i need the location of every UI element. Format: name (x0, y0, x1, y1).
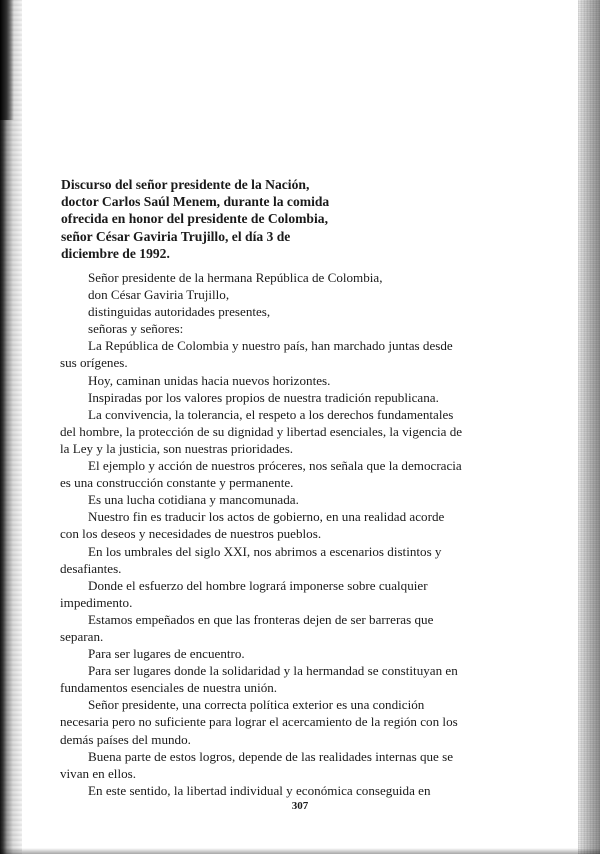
body-line: necesaria pero no suficiente para lograr el acercamiento de la región con los (60, 714, 458, 730)
body-line: Para ser lugares donde la solidaridad y la hermandad se constituyan en (88, 663, 458, 679)
body-line: la Ley y la justicia, son nuestras prioridades. (60, 440, 294, 456)
speech-body (60, 269, 550, 799)
body-line: En los umbrales del siglo XXI, nos abrimos a escenarios distintos y (88, 543, 442, 559)
body-line: Inspiradas por los valores propios de nuestra tradición republicana. (88, 389, 439, 405)
title-line: diciembre de 1992. (61, 245, 170, 261)
body-line: Estamos empeñados en que las fronteras dejen de ser barreras que (88, 611, 434, 627)
body-line: sus orígenes. (60, 355, 128, 371)
body-line: Nuestro fin es traducir los actos de gobierno, en una realidad acorde (88, 509, 445, 525)
title-line: Discurso del señor presidente de la Nación, (61, 177, 310, 192)
body-line: con los deseos y necesidades de nuestros pueblos. (60, 526, 322, 542)
body-line: Señor presidente, una correcta política exterior es una condición (88, 697, 425, 713)
title-line: doctor Carlos Saúl Menem, durante la comida (61, 194, 330, 210)
scan-right-edge (578, 0, 600, 854)
salutation-line: don César Gaviria Trujillo, (88, 287, 230, 303)
body-line: Buena parte de estos logros, depende de las realidades internas que se (88, 748, 454, 764)
scan-binding-edge (0, 0, 22, 854)
body-line: En este sentido, la libertad individual y económica conseguida en (88, 782, 431, 798)
title-line: ofrecida en honor del presidente de Colombia, (61, 211, 328, 227)
body-line: Donde el esfuerzo del hombre logrará imponerse sobre cualquier (88, 577, 428, 593)
body-line: del hombre, la protección de su dignidad y libertad esenciales, la vigencia de (60, 423, 463, 439)
salutation-line: Señor presidente de la hermana República de Colombia, (88, 270, 383, 285)
body-line: La convivencia, la tolerancia, el respeto a los derechos fundamentales (88, 406, 454, 422)
body-line: demás países del mundo. (60, 731, 191, 747)
scan-bottom-edge (0, 848, 600, 854)
speech-title (61, 176, 361, 262)
body-line: fundamentos esenciales de nuestra unión. (60, 680, 278, 696)
body-line: El ejemplo y acción de nuestros próceres, nos señala que la democracia (88, 458, 462, 474)
body-line: La República de Colombia y nuestro país, han marchado juntas desde (88, 338, 453, 354)
body-line: impedimento. (60, 594, 133, 610)
body-line: Para ser lugares de encuentro. (88, 646, 245, 662)
body-line: Es una lucha cotidiana y mancomunada. (88, 492, 299, 508)
body-line: vivan en ellos. (60, 765, 136, 781)
title-line: señor César Gaviria Trujillo, el día 3 de (61, 228, 291, 244)
salutation-line: distinguidas autoridades presentes, (88, 304, 271, 320)
scan-binding-shadow (0, 0, 14, 120)
body-line: Hoy, caminan unidas hacia nuevos horizontes. (88, 372, 331, 388)
salutation-line: señoras y señores: (88, 321, 184, 337)
body-line: desafiantes. (60, 560, 122, 576)
body-line: es una construcción constante y permanente. (60, 475, 294, 491)
page-number: 307 (291, 800, 309, 812)
body-line: separan. (60, 628, 104, 644)
